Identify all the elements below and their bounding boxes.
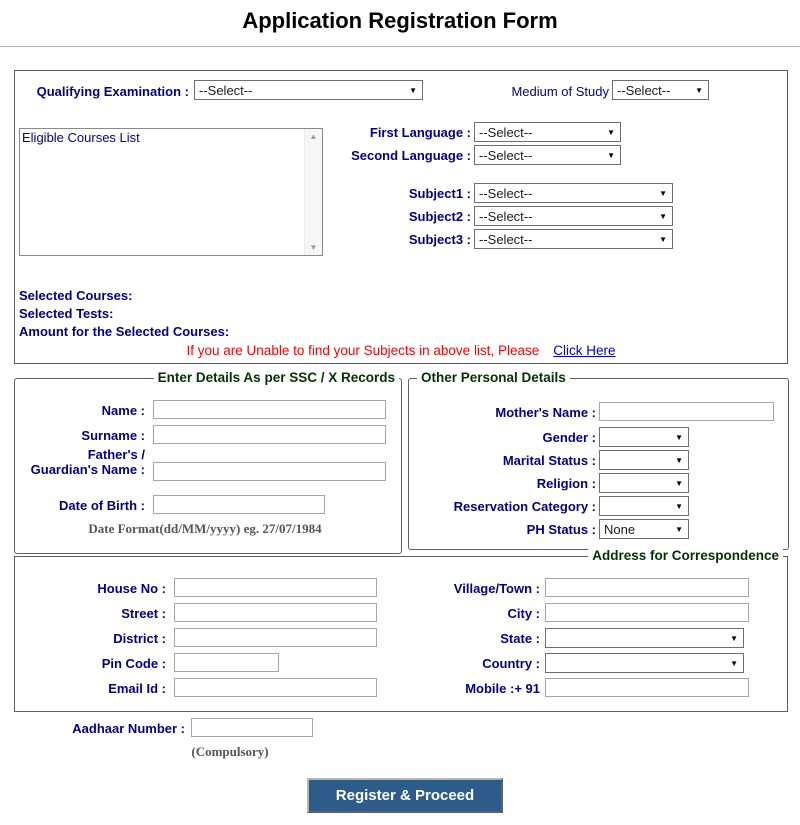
course-selection-panel — [14, 70, 788, 364]
name-input[interactable] — [153, 400, 386, 419]
mother-name-input[interactable] — [599, 402, 774, 421]
city-label: City : — [507, 606, 540, 621]
mother-name-label: Mother's Name : — [495, 405, 596, 420]
district-input[interactable] — [174, 628, 377, 647]
marital-status-label: Marital Status : — [502, 453, 596, 468]
chevron-down-icon: ▼ — [659, 189, 667, 198]
subject1-label: Subject1 : — [408, 186, 471, 201]
city-input[interactable] — [545, 603, 749, 622]
chevron-down-icon: ▼ — [607, 151, 615, 160]
address-legend: Address for Correspondence — [588, 548, 783, 563]
chevron-down-icon: ▼ — [695, 86, 703, 95]
chevron-down-icon: ▼ — [409, 86, 417, 95]
compulsory-note: (Compulsory) — [191, 744, 269, 759]
subject2-label: Subject2 : — [408, 209, 471, 224]
subject1-value: --Select-- — [479, 186, 533, 201]
page-title: Application Registration Form — [242, 8, 558, 33]
qualifying-exam-select[interactable] — [194, 80, 423, 100]
chevron-down-icon: ▼ — [675, 433, 683, 442]
village-town-label: Village/Town : — [453, 581, 540, 596]
reservation-category-select[interactable] — [599, 496, 689, 516]
qualifying-exam-label: Qualifying Examination : — [36, 84, 189, 99]
subject3-label: Subject3 : — [408, 232, 471, 247]
chevron-down-icon: ▼ — [730, 634, 738, 643]
house-no-label: House No : — [97, 581, 166, 596]
chevron-down-icon: ▼ — [675, 456, 683, 465]
ssc-details-fieldset — [14, 370, 402, 554]
medium-of-study-value: --Select-- — [617, 83, 671, 98]
medium-of-study-label: Medium of Study — [511, 84, 609, 99]
first-language-value: --Select-- — [479, 125, 533, 140]
chevron-down-icon: ▼ — [607, 128, 615, 137]
chevron-down-icon: ▼ — [675, 502, 683, 511]
click-here-link[interactable]: Click Here — [553, 343, 616, 358]
village-town-input[interactable] — [545, 578, 749, 597]
ph-status-value: None — [604, 522, 636, 537]
title-divider — [0, 46, 800, 47]
mobile-label: Mobile :+ 91 — [465, 681, 540, 696]
scroll-up-icon[interactable]: ▲ — [309, 132, 318, 141]
country-label: Country : — [482, 656, 540, 671]
email-id-input[interactable] — [174, 678, 377, 697]
father-guardian-name-input[interactable] — [153, 462, 386, 481]
second-language-value: --Select-- — [479, 148, 533, 163]
religion-label: Religion : — [536, 476, 596, 491]
district-label: District : — [113, 631, 166, 646]
subject3-value: --Select-- — [479, 232, 533, 247]
ssc-details-legend: Enter Details As per SSC / X Records — [154, 370, 399, 385]
chevron-down-icon: ▼ — [675, 479, 683, 488]
second-language-select[interactable] — [474, 145, 621, 165]
qualifying-exam-value: --Select-- — [199, 83, 253, 98]
eligible-courses-listbox[interactable] — [19, 128, 323, 256]
mobile-input[interactable] — [545, 678, 749, 697]
scroll-down-icon[interactable]: ▼ — [309, 243, 318, 252]
marital-status-select[interactable] — [599, 450, 689, 470]
gender-select[interactable] — [599, 427, 689, 447]
first-language-label: First Language : — [369, 125, 471, 140]
subjects-help-text: If you are Unable to find your Subjects in above list, Please — [186, 343, 540, 358]
state-select[interactable] — [545, 628, 744, 648]
pin-code-label: Pin Code : — [101, 656, 166, 671]
register-proceed-button[interactable]: Register & Proceed — [307, 778, 503, 813]
chevron-down-icon: ▼ — [659, 212, 667, 221]
first-language-select[interactable] — [474, 122, 621, 142]
pin-code-input[interactable] — [174, 653, 279, 672]
second-language-label: Second Language : — [351, 148, 471, 163]
house-no-input[interactable] — [174, 578, 377, 597]
personal-details-legend: Other Personal Details — [417, 370, 570, 385]
country-select[interactable] — [545, 653, 744, 673]
aadhaar-number-label: Aadhaar Number : — [72, 721, 185, 736]
subject2-value: --Select-- — [479, 209, 533, 224]
personal-details-fieldset — [408, 370, 789, 550]
reservation-category-label: Reservation Category : — [453, 499, 596, 514]
eligible-courses-list-option[interactable]: Eligible Courses List — [22, 130, 140, 145]
date-of-birth-input[interactable] — [153, 495, 325, 514]
subject2-select[interactable] — [474, 206, 673, 226]
chevron-down-icon: ▼ — [675, 525, 683, 534]
chevron-down-icon: ▼ — [659, 235, 667, 244]
subjects-help-note — [15, 343, 787, 358]
selected-courses-label: Selected Courses: — [19, 288, 133, 303]
street-label: Street : — [121, 606, 166, 621]
street-input[interactable] — [174, 603, 377, 622]
medium-of-study-select[interactable] — [612, 80, 709, 100]
address-fieldset — [14, 548, 788, 712]
gender-label: Gender : — [542, 430, 596, 445]
state-label: State : — [500, 631, 540, 646]
date-of-birth-label: Date of Birth : — [59, 498, 145, 513]
email-id-label: Email Id : — [108, 681, 166, 696]
name-label: Name : — [101, 403, 145, 418]
amount-selected-courses-label: Amount for the Selected Courses: — [19, 324, 230, 339]
ph-status-select[interactable] — [599, 519, 689, 539]
selected-tests-label: Selected Tests: — [19, 306, 114, 321]
surname-input[interactable] — [153, 425, 386, 444]
surname-label: Surname : — [81, 428, 145, 443]
date-format-note: Date Format(dd/MM/yyyy) eg. 27/07/1984 — [88, 521, 322, 536]
religion-select[interactable] — [599, 473, 689, 493]
father-guardian-name-label: Father's / Guardian's Name : — [30, 447, 145, 477]
subject1-select[interactable] — [474, 183, 673, 203]
subject3-select[interactable] — [474, 229, 673, 249]
chevron-down-icon: ▼ — [730, 659, 738, 668]
aadhaar-number-input[interactable] — [191, 718, 313, 737]
ph-status-label: PH Status : — [526, 522, 596, 537]
